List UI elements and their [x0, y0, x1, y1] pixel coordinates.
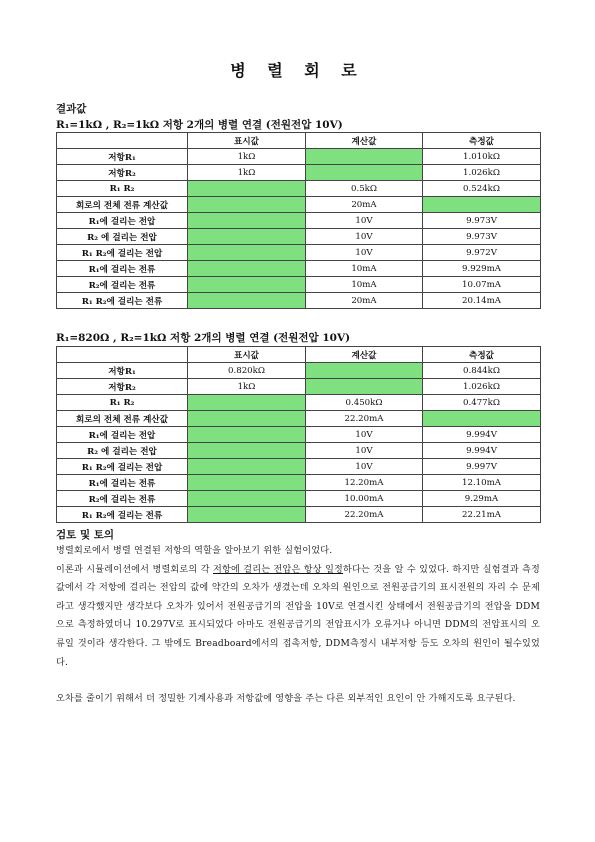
table1-caption: R₁=1kΩ , R₂=1kΩ 저항 2개의 병렬 연결 (전원전압 10V) — [56, 119, 343, 131]
row-label-cell: R₁ R₂에 걸리는 전압 — [57, 245, 188, 261]
row-label-cell: 저항R₁ — [57, 149, 188, 165]
display-value-cell: 1kΩ — [188, 165, 306, 181]
row-label-cell: R₁ R₂에 걸리는 전압 — [57, 459, 188, 475]
row-label-cell: R₁에 걸리는 전압 — [57, 427, 188, 443]
row-label-cell: R₁에 걸리는 전류 — [57, 475, 188, 491]
row-label-cell: R₁ R₂에 걸리는 전류 — [57, 507, 188, 523]
display-value-cell: 1kΩ — [188, 149, 306, 165]
measured-value-cell: 9.973V — [423, 213, 541, 229]
table-row — [57, 491, 541, 507]
row-label-cell: R₂ 에 걸리는 전압 — [57, 443, 188, 459]
table-row — [57, 411, 541, 427]
display-value-cell — [188, 507, 306, 523]
display-value-cell — [188, 395, 306, 411]
row-label-cell: R₁ R₂ — [57, 181, 188, 197]
row-label-cell: 저항R₁ — [57, 363, 188, 379]
display-value-cell — [188, 475, 306, 491]
header-measured: 측정값 — [423, 133, 541, 149]
table-row — [57, 363, 541, 379]
table-row — [57, 229, 541, 245]
discussion-paragraph-1: 병렬회로에서 병렬 연결된 저항의 역할을 알아보기 위한 실험이었다. — [56, 546, 333, 556]
row-label-cell: R₂에 걸리는 전류 — [57, 491, 188, 507]
calculated-value-cell: 0.5kΩ — [306, 181, 423, 197]
header-calculated: 계산값 — [306, 133, 423, 149]
underlined-text: 저항에 걸리는 전압은 항상 일정 — [213, 564, 344, 575]
table-row — [57, 277, 541, 293]
measured-value-cell: 20.14mA — [423, 293, 541, 309]
calculated-value-cell: 10mA — [306, 277, 423, 293]
table-row — [57, 245, 541, 261]
row-label-cell: R₂에 걸리는 전류 — [57, 277, 188, 293]
measured-value-cell: 9.997V — [423, 459, 541, 475]
display-value-cell — [188, 229, 306, 245]
measured-value-cell: 0.477kΩ — [423, 395, 541, 411]
calculated-value-cell: 10V — [306, 213, 423, 229]
calculated-value-cell: 10mA — [306, 261, 423, 277]
discussion-paragraph-3: 오차를 줄이기 위해서 더 정밀한 기계사용과 저항값에 영향을 주는 다른 외부적인 요인이 안 가해지도록 요구된다. — [56, 694, 516, 705]
measured-value-cell: 9.929mA — [423, 261, 541, 277]
measured-value-cell: 1.026kΩ — [423, 379, 541, 395]
display-value-cell — [188, 277, 306, 293]
header-measured: 측정값 — [423, 347, 541, 363]
discussion-text: 이론과 시뮬레이션에서 병렬회로의 각 — [56, 564, 213, 575]
row-label-cell: 회로의 전체 전류 계산값 — [57, 197, 188, 213]
measured-value-cell — [423, 197, 541, 213]
measured-value-cell: 0.524kΩ — [423, 181, 541, 197]
table-row — [57, 443, 541, 459]
results-table-1 — [56, 132, 541, 309]
calculated-value-cell: 10.00mA — [306, 491, 423, 507]
table-row — [57, 149, 541, 165]
display-value-cell — [188, 411, 306, 427]
measured-value-cell — [423, 411, 541, 427]
calculated-value-cell: 0.450kΩ — [306, 395, 423, 411]
calculated-value-cell — [306, 379, 423, 395]
table-header-row — [57, 347, 541, 363]
calculated-value-cell: 20mA — [306, 293, 423, 309]
calculated-value-cell: 22.20mA — [306, 411, 423, 427]
measured-value-cell: 1.010kΩ — [423, 149, 541, 165]
measured-value-cell: 9.994V — [423, 427, 541, 443]
discussion-body — [56, 542, 540, 709]
display-value-cell — [188, 213, 306, 229]
results-heading: 결과값 — [56, 103, 87, 115]
display-value-cell — [188, 197, 306, 213]
header-blank — [57, 347, 188, 363]
table-row — [57, 293, 541, 309]
table-row — [57, 427, 541, 443]
table-row — [57, 507, 541, 523]
measured-value-cell: 10.07mA — [423, 277, 541, 293]
calculated-value-cell: 10V — [306, 229, 423, 245]
display-value-cell — [188, 491, 306, 507]
row-label-cell: R₁ R₂에 걸리는 전류 — [57, 293, 188, 309]
calculated-value-cell: 22.20mA — [306, 507, 423, 523]
table2-caption: R₁=820Ω , R₂=1kΩ 저항 2개의 병렬 연결 (전원전압 10V) — [56, 332, 351, 344]
display-value-cell — [188, 427, 306, 443]
display-value-cell — [188, 245, 306, 261]
table-row — [57, 261, 541, 277]
display-value-cell: 1kΩ — [188, 379, 306, 395]
table-row — [57, 379, 541, 395]
row-label-cell: R₁에 걸리는 전압 — [57, 213, 188, 229]
display-value-cell: 0.820kΩ — [188, 363, 306, 379]
row-label-cell: R₁ R₂ — [57, 395, 188, 411]
row-label-cell: 저항R₂ — [57, 165, 188, 181]
display-value-cell — [188, 459, 306, 475]
measured-value-cell: 9.994V — [423, 443, 541, 459]
calculated-value-cell: 12.20mA — [306, 475, 423, 491]
measured-value-cell: 9.973V — [423, 229, 541, 245]
header-calculated: 계산값 — [306, 347, 423, 363]
display-value-cell — [188, 443, 306, 459]
header-blank — [57, 133, 188, 149]
calculated-value-cell — [306, 149, 423, 165]
measured-value-cell: 9.29mA — [423, 491, 541, 507]
discussion-paragraph-2 — [56, 561, 540, 673]
calculated-value-cell: 20mA — [306, 197, 423, 213]
table-row — [57, 181, 541, 197]
table-row — [57, 459, 541, 475]
row-label-cell: R₁에 걸리는 전류 — [57, 261, 188, 277]
calculated-value-cell: 10V — [306, 427, 423, 443]
row-label-cell: 저항R₂ — [57, 379, 188, 395]
display-value-cell — [188, 293, 306, 309]
display-value-cell — [188, 261, 306, 277]
table-row — [57, 395, 541, 411]
discussion-text: 하다는 것을 알 수 있었다. 하지만 실험결과 측정값에서 각 저항에 걸리는 전압의 값에 약간의 오차가 생겼는데 오차의 원인으로 전원공급기의 표시전원의 자리 수 문제라고 생각했지만 생각보다 오차가 있어서 전원공급기의 전압을 10V로 연결시킨 상태에서 전원공급기의 전압을 DDM으로 측정하였더니 10.297V로 표시되었다 아마도 전원공급기의 전압표시가 오류거나 아니면 DDM의 전압표시의 오류일 것이라 생각한다. 그 밖에도 Breadboard에서의 접촉저항, DDM측정시 내부저항 등도 오차의 원인이 될수있었다. — [56, 564, 541, 668]
row-label-cell: 회로의 전체 전류 계산값 — [57, 411, 188, 427]
header-display: 표시값 — [188, 133, 306, 149]
header-display: 표시값 — [188, 347, 306, 363]
measured-value-cell: 1.026kΩ — [423, 165, 541, 181]
results-table-2 — [56, 346, 541, 523]
table-row — [57, 165, 541, 181]
page-title: 병 렬 회 로 — [230, 61, 365, 80]
table-row — [57, 197, 541, 213]
calculated-value-cell: 10V — [306, 443, 423, 459]
calculated-value-cell — [306, 363, 423, 379]
measured-value-cell: 12.10mA — [423, 475, 541, 491]
row-label-cell: R₂ 에 걸리는 전압 — [57, 229, 188, 245]
calculated-value-cell: 10V — [306, 459, 423, 475]
calculated-value-cell: 10V — [306, 245, 423, 261]
measured-value-cell: 9.972V — [423, 245, 541, 261]
calculated-value-cell — [306, 165, 423, 181]
measured-value-cell: 22.21mA — [423, 507, 541, 523]
table-row — [57, 475, 541, 491]
measured-value-cell: 0.844kΩ — [423, 363, 541, 379]
display-value-cell — [188, 181, 306, 197]
table-row — [57, 213, 541, 229]
discussion-heading: 검토 및 토의 — [56, 529, 115, 541]
table-header-row — [57, 133, 541, 149]
